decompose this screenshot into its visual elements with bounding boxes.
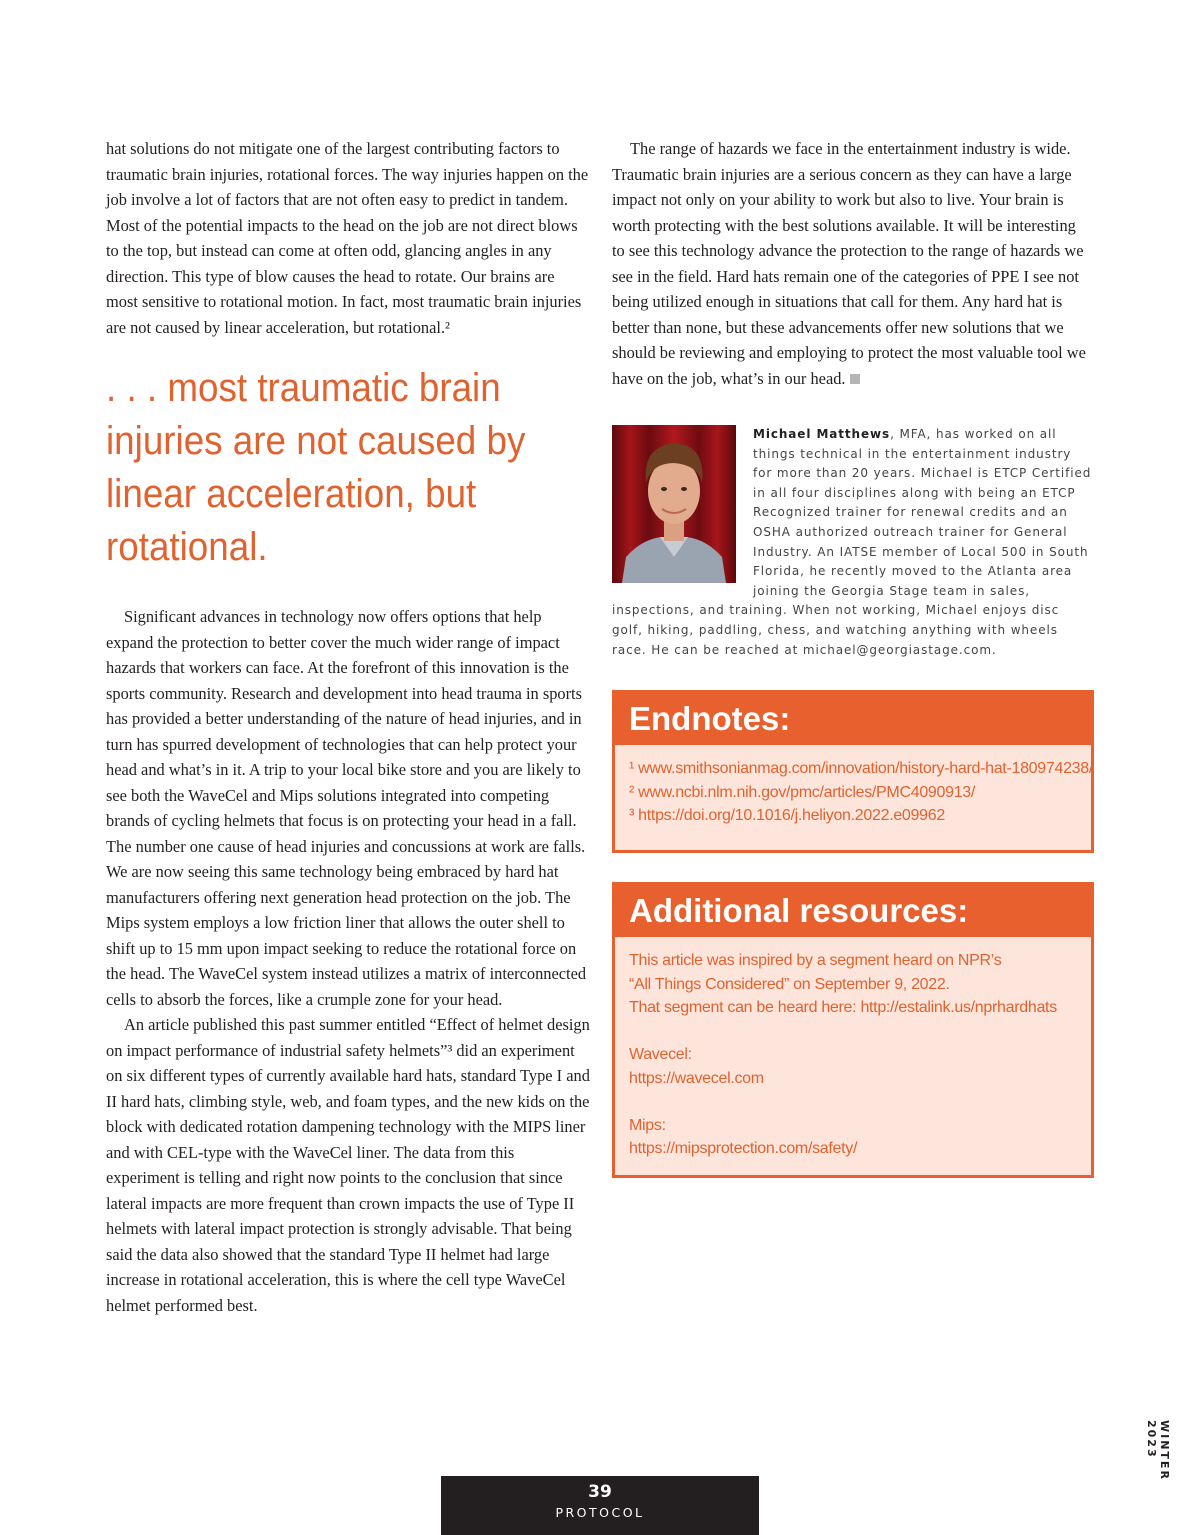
author-description: , MFA, has worked on all things technical in the entertainment industry for more than 20 years. Michael is ETCP Certified in all four disciplines along with being an ETCP Recognized trainer for renewal credits and an OSHA authorized outreach trainer for General Industry. An IATSE member of Local 500 in South Florida, he recently moved to the Atlanta area joining the Georgia Stage team in sales, inspections, and training. When not working, Michael enjoys disc golf, hiking, paddling, chess, and watching anything with wheels race. He can be reached at michael@georgiastage.com. (612, 427, 1092, 657)
resources-box (612, 882, 1094, 1178)
mips-link[interactable]: https://mipsprotection.com/safety/ (629, 1140, 858, 1157)
endnote-link[interactable]: ² www.ncbi.nlm.nih.gov/pmc/articles/PMC4090913/ (629, 783, 976, 801)
article-paragraph (612, 136, 1092, 391)
article-paragraph: hat solutions do not mitigate one of the largest contributing factors to traumatic brain injuries, rotational forces. The way injuries happen on the job involve a lot of factors that are not often easy to predict in tandem. Most of the potential impacts to the head on the job are not direct blows to the top, but instead can come at often odd, glancing angles in any direction. This type of blow causes the head to rotate. Our brains are most sensitive to rotational motion. In fact, most traumatic brain injuries are not caused by linear acceleration, but rotational.² (106, 139, 589, 337)
resources-title: Additional resources: (615, 885, 1091, 937)
end-mark-icon (850, 374, 860, 384)
page-number: 39 (588, 1482, 612, 1502)
endnote-link[interactable]: ¹ www.smithsonianmag.com/innovation/history-hard-hat-180974238/ (629, 760, 1094, 777)
page-footer (441, 1476, 759, 1535)
closing-paragraph-text: The range of hazards we face in the entertainment industry is wide. Traumatic brain injuries are a serious concern as they can have a large impact not only on your ability to work but also to live. Your brain is worth protecting with the best solutions available. It will be interesting to see this technology advance the protection to the range of hazards we see in the field. Hard hats remain one of the categories of PPE I see not being utilized enough in situations that call for them. Any hard hat is better than none, but these advancements offer new solutions that we should be reviewing and employing to protect the most valuable tool we have on the job, what’s in our head. (612, 139, 1086, 388)
author-photo (612, 425, 736, 583)
pull-quote: . . . most traumatic brain injuries are not caused by linear acceleration, but rotational. (106, 366, 526, 569)
wavecel-label: Wavecel: (629, 1046, 692, 1063)
article-paragraph: An article published this past summer entitled “Effect of helmet design on impact performance of industrial safety helmets”³ did an experiment on six different types of currently available hard hats, standard Type I and II hard hats, climbing style, web, and foam types, and the new kids on the block with dedicated rotation dampening technology with the MIPS liner and with CEL-type with the WaveCel liner. The data from this experiment is telling and right now points to the conclusion that since lateral impacts are more frequent than crown impacts the use of Type II helmets with lateral impact protection is strongly advisable. That being said the data also showed that the standard Type II helmet had large increase in rotational acceleration, this is where the cell type WaveCel helmet performed best. (106, 1015, 590, 1315)
endnotes-box (612, 690, 1094, 853)
npr-note: “All Things Considered” on September 9, 2022. (629, 975, 950, 993)
article-paragraph: Significant advances in technology now offers options that help expand the protection to better cover the much wider range of impact hazards that workers can face. At the forefront of this innovation is the sports community. Research and development into head trauma in sports has provided a better understanding of the nature of head injuries, and in turn has spurred development of technologies that can help protect your head and what’s in it. A trip to your local bike store and you are likely to see both the WaveCel and Mips solutions integrated into competing brands of cycling helmets that focus is on protecting your head in a fall. The number one cause of head injuries and concussions at work are falls. We are now seeing this same technology being embraced by hard hat manufacturers offering next generation head protection on the job. The Mips system employs a low friction liner that allows the outer shell to shift up to 15 mm upon impact seeking to reduce the rotational force on the head. The WaveCel system instead utilizes a matrix of interconnected cells to absorb the forces, like a crumple zone for your head. (106, 607, 587, 1009)
resources-list (615, 937, 1091, 1171)
endnotes-list (615, 745, 1094, 838)
author-name: Michael Matthews (753, 427, 891, 441)
left-column (106, 136, 590, 1318)
author-bio (612, 425, 1092, 657)
npr-note: This article was inspired by a segment heard on NPR’s (629, 952, 1002, 969)
mips-label: Mips: (629, 1116, 666, 1134)
endnote-link[interactable]: ³ https://doi.org/10.1016/j.heliyon.2022.e09962 (629, 807, 945, 824)
publication-name: PROTOCOL (555, 1505, 645, 1520)
issue-label: WINTER 2023 (1145, 1420, 1171, 1481)
right-column (612, 136, 1092, 657)
npr-link[interactable]: That segment can be heard here: http://estalink.us/nprhardhats (629, 999, 1057, 1016)
endnotes-title: Endnotes: (615, 693, 1091, 745)
wavecel-link[interactable]: https://wavecel.com (629, 1069, 764, 1087)
